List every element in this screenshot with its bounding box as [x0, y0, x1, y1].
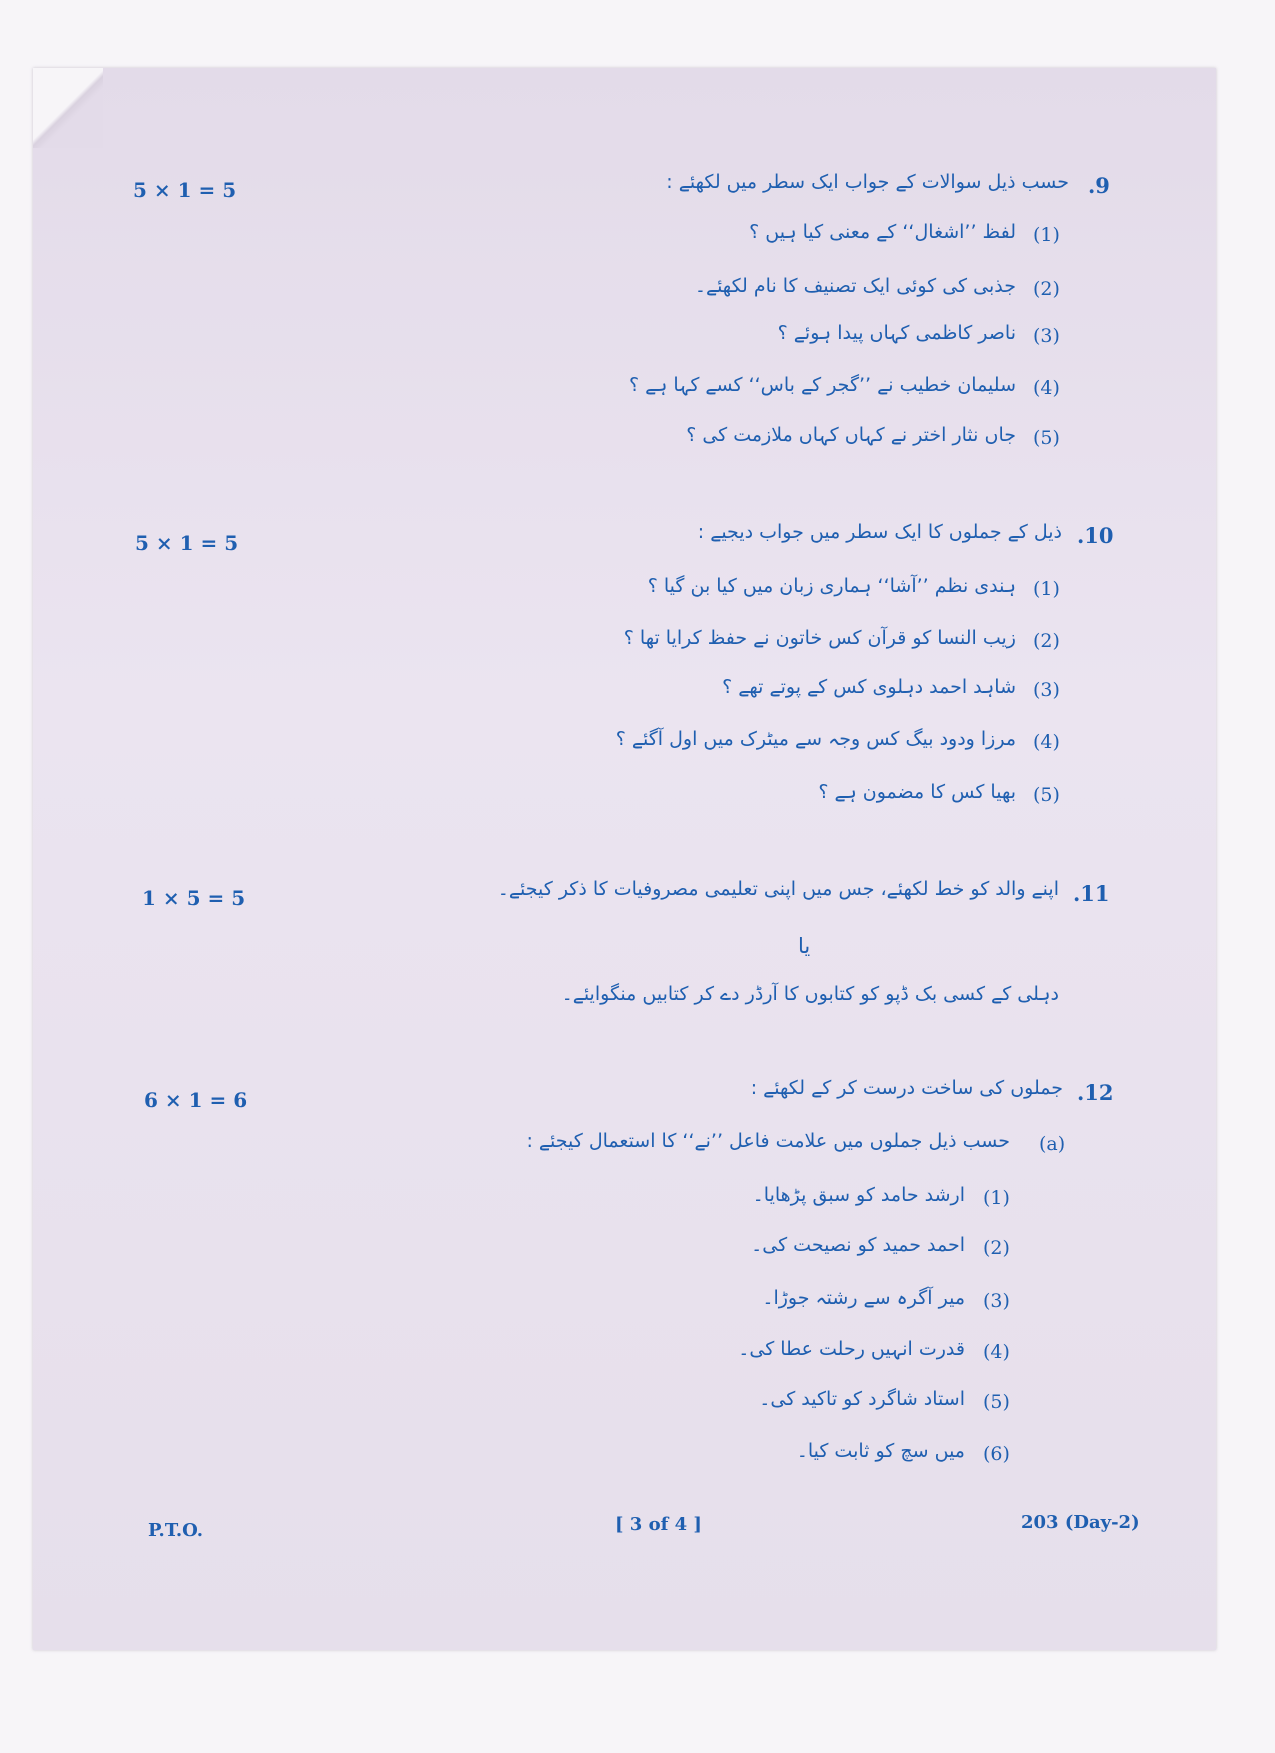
q9-item-text: جذبی کی کوئی ایک تصنیف کا نام لکھئے۔	[694, 275, 1016, 297]
exam-sheet	[33, 68, 1216, 1650]
q12-instruction: جملوں کی ساخت درست کر کے لکھئے :	[750, 1077, 1063, 1099]
q11-alternative: دہلی کے کسی بک ڈپو کو کتابوں کا آرڈر دے کر کتابیں منگوایئے۔	[561, 983, 1059, 1005]
q10-item-label: (1)	[1033, 578, 1060, 600]
q12-item-text: استاد شاگرد کو تاکید کی۔	[759, 1388, 965, 1410]
footer-page-number: [ 3 of 4 ]	[615, 1514, 702, 1535]
q12-item-text: ارشد حامد کو سبق پڑھایا۔	[752, 1184, 965, 1206]
q11-marks: 1 × 5 = 5	[142, 886, 246, 910]
q12-item-label: (4)	[983, 1341, 1010, 1363]
footer-paper-code: 203 (Day-2)	[1021, 1512, 1140, 1533]
q9-item-label: (5)	[1033, 427, 1060, 449]
q12-item-label: (2)	[983, 1237, 1010, 1259]
q10-item-label: (5)	[1033, 784, 1060, 806]
q9-item-text: ناصر کاظمی کہاں پیدا ہوئے ؟	[777, 322, 1016, 344]
q9-item-text: لفظ ’’اشغال‘‘ کے معنی کیا ہیں ؟	[749, 221, 1016, 243]
q10-item-text: شاہد احمد دہلوی کس کے پوتے تھے ؟	[722, 676, 1016, 698]
q10-number: .10	[1077, 523, 1114, 548]
footer-pto: P.T.O.	[148, 1520, 204, 1541]
q10-item-label: (4)	[1033, 731, 1060, 753]
q11-number: .11	[1073, 881, 1110, 906]
q10-item-label: (3)	[1033, 679, 1060, 701]
folded-corner	[33, 68, 103, 148]
q10-item-label: (2)	[1033, 630, 1060, 652]
q9-item-label: (3)	[1033, 325, 1060, 347]
q12-item-text: قدرت انہیں رحلت عطا کی۔	[738, 1338, 965, 1360]
q10-item-text: زیب النسا کو قرآن کس خاتون نے حفظ کرایا تھا ؟	[623, 627, 1016, 649]
q12-item-label: (5)	[983, 1391, 1010, 1413]
q11-instruction: اپنے والد کو خط لکھئے، جس میں اپنی تعلیمی مصروفیات کا ذکر کیجئے۔	[497, 878, 1059, 900]
q12-item-label: (6)	[983, 1443, 1010, 1465]
q12-marks: 6 × 1 = 6	[144, 1088, 248, 1112]
q12-item-label: (3)	[983, 1290, 1010, 1312]
q12-sub-instruction: حسب ذیل جملوں میں علامت فاعل ’’نے‘‘ کا استعمال کیجئے :	[526, 1130, 1010, 1152]
q12-item-label: (1)	[983, 1187, 1010, 1209]
q10-item-text: مرزا ودود بیگ کس وجہ سے میٹرک میں اول آگئے ؟	[615, 728, 1016, 750]
q10-item-text: بھیا کس کا مضمون ہے ؟	[818, 781, 1016, 803]
q9-item-label: (4)	[1033, 377, 1060, 399]
q10-item-text: ہندی نظم ’’آشا‘‘ ہماری زبان میں کیا بن گیا ؟	[647, 575, 1016, 597]
q11-or: یا	[798, 934, 811, 958]
q9-item-label: (2)	[1033, 278, 1060, 300]
q9-item-text: سلیمان خطیب نے ’’گجر کے باس‘‘ کسے کہا ہے ؟	[628, 374, 1016, 396]
q9-instruction: حسب ذیل سوالات کے جواب ایک سطر میں لکھئے :	[666, 171, 1069, 193]
q12-item-text: احمد حمید کو نصیحت کی۔	[751, 1234, 965, 1256]
q10-instruction: ذیل کے جملوں کا ایک سطر میں جواب دیجیے :	[697, 521, 1062, 543]
q9-item-text: جاں نثار اختر نے کہاں کہاں ملازمت کی ؟	[686, 424, 1016, 446]
q9-marks: 5 × 1 = 5	[133, 178, 237, 202]
q12-item-text: میں سچ کو ثابت کیا۔	[796, 1440, 965, 1462]
q10-marks: 5 × 1 = 5	[135, 531, 239, 555]
q12-sub-label: (a)	[1039, 1133, 1066, 1155]
q9-item-label: (1)	[1033, 224, 1060, 246]
q12-item-text: میر آگرہ سے رشتہ جوڑا۔	[762, 1287, 965, 1309]
q12-number: .12	[1077, 1080, 1114, 1105]
q9-number: .9	[1088, 173, 1110, 198]
